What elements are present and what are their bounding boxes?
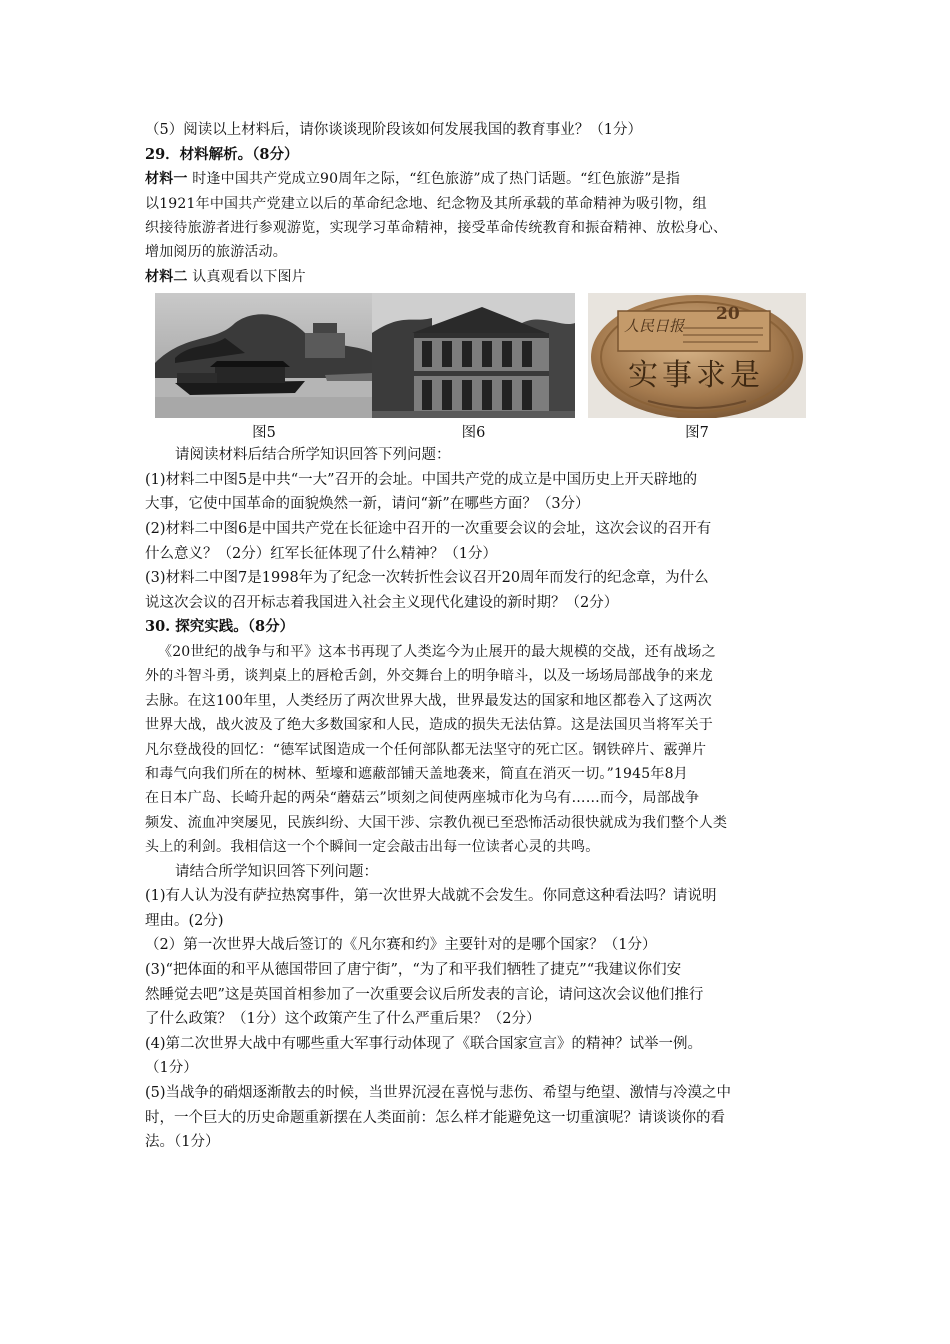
q28-sub5: （5）阅读以上材料后，请你谈谈现阶段该如何发展我国的教育事业？（1分） — [145, 122, 642, 138]
q30-question-line-11: 法。（1分） — [145, 1134, 220, 1151]
q29-material1-line-2: 以1921年中国共产党建立以后的革命纪念地、纪念物及其所承载的革命精神为吸引物，组 — [145, 195, 707, 212]
figure-5-caption: 图5 — [252, 425, 276, 442]
q29-material2-line: 材料二 认真观看以下图片 — [145, 268, 306, 285]
q30-question-line-10: 时，一个巨大的历史命题重新摆在人类面前：怎么样才能避免这一切重演呢？请谈谈你的看 — [145, 1109, 725, 1126]
q30-passage-line-3: 去脉。在这100年里，人类经历了两次世界大战，世界最发达的国家和地区都卷入了这两次 — [145, 692, 712, 709]
q30-question-line-7: (4)第二次世界大战中有哪些重大军事行动体现了《联合国家宣言》的精神？试举一例。 — [145, 1035, 703, 1052]
q29-material1-line-3: 织接待旅游者进行参观游览，实现学习革命精神，接受革命传统教育和振奋精神、放松身心、 — [145, 220, 728, 236]
q29-question-line-5: (3)材料二中图7是1998年为了纪念一次转折性会议召开20周年而发行的纪念章，为什么 — [145, 570, 709, 587]
q30-heading: 30. 探究实践。（8分） — [145, 618, 295, 636]
q29-heading: 29．材料解析。（8分） — [145, 145, 299, 163]
figure-6 — [372, 293, 575, 442]
q29-question-line-1: (1)材料二中图5是中共“一大”召开的会址。中国共产党的成立是中国历史上开天辟地的 — [145, 471, 698, 488]
figure-6-caption: 图6 — [461, 425, 486, 442]
medal-paper-text: 人民日报 — [624, 317, 685, 336]
q29-material1-line-1: 材料一 时逢中国共产党成立90周年之际，“红色旅游”成了热门话题。“红色旅游”是指 — [145, 171, 681, 188]
figure-5 — [155, 293, 373, 442]
q30-question-line-2: 理由。(2分) — [145, 912, 224, 929]
q30-passage-line-4: 世界大战，战火波及了绝大多数国家和人民，造成的损失无法估算。这是法国贝当将军关于 — [145, 717, 713, 734]
red-boat-photo — [155, 293, 373, 418]
q30-question-line-4: (3)“把体面的和平从德国带回了唐宁街”，“为了和平我们牺牲了捷克”“我建议你们安 — [145, 962, 682, 978]
q29-question-line-4: 什么意义？（2分）红军长征体现了什么精神？（1分） — [145, 545, 497, 562]
q30-prompt: 请结合所学知识回答下列问题： — [175, 863, 378, 880]
q29-question-line-2: 大事，它使中国革命的面貌焕然一新，请问“新”在哪些方面？（3分） — [145, 496, 590, 513]
q30-passage-line-7: 在日本广岛、长崎升起的两朵“蘑菇云”顷刻之间使两座城市化为乌有……而今，局部战争 — [145, 790, 700, 807]
q30-passage-line-5: 凡尔登战役的回忆：“德军试图造成一个任何部队都无法坚守的死亡区。钢铁碎片、霰弹片 — [145, 741, 707, 758]
q30-question-line-6: 了什么政策？（1分）这个政策产生了什么严重后果？（2分） — [145, 1011, 541, 1028]
figure-7-caption: 图7 — [685, 425, 709, 442]
medal-inscription: 实事求是 — [628, 358, 764, 394]
q30-passage-line-2: 外的斗智斗勇，谈判桌上的唇枪舌剑，外交舞台上的明争暗斗，以及一场场局部战争的来龙 — [145, 668, 713, 685]
q30-question-line-8: （1分） — [145, 1060, 198, 1077]
q30-passage-line-8: 频发、流血冲突屡见，民族纠纷、大国干涉、宗教仇视已至恐怖活动很快就成为我们整个人类 — [145, 814, 728, 831]
q30-question-line-5: 然睡觉去吧”这是英国首相参加了一次重要会议后所发表的言论，请问这次会议他们推行 — [145, 986, 704, 1003]
q30-question-line-3: （2）第一次世界大战后签订的《凡尔赛和约》主要针对的是哪个国家？（1分） — [145, 937, 657, 954]
q29-question-line-3: (2)材料二中图6是中国共产党在长征途中召开的一次重要会议的会址，这次会议的召开有 — [145, 521, 712, 537]
q30-passage-line-9: 头上的利剑。我相信这一个个瞬间一定会敲击出每一位读者心灵的共鸣。 — [145, 839, 600, 856]
q30-question-line-9: (5)当战争的硝烟逐渐散去的时候，当世界沉浸在喜悦与悲伤、希望与绝望、激情与冷漠之中 — [145, 1084, 732, 1101]
q29-question-line-6: 说这次会议的召开标志着我国进入社会主义现代化建设的新时期？（2分） — [145, 594, 619, 611]
exam-page — [145, 118, 807, 1155]
q30-passage-line-6: 和毒气向我们所在的树林、堑壕和遮蔽部铺天盖地袭来，简直在消灭一切。”1945年8月 — [145, 766, 688, 782]
material1-label: 材料一 — [145, 171, 188, 188]
q29-material1-line-4: 增加阅历的旅游活动。 — [145, 244, 287, 261]
q30-question-line-1: (1)有人认为没有萨拉热窝事件，第一次世界大战就不会发生。你同意这种看法吗？请说明 — [145, 888, 717, 905]
medal-number: 20 — [716, 304, 740, 325]
figure-7 — [588, 293, 806, 442]
zunyi-building-photo — [372, 293, 575, 418]
q29-prompt: 请阅读材料后结合所学知识回答下列问题： — [175, 447, 451, 464]
q30-passage-line-1: 《20世纪的战争与和平》这本书再现了人类迄今为止展开的最大规模的交战，还有战场之 — [158, 643, 716, 660]
material2-label: 材料二 — [145, 268, 188, 285]
commemorative-medal-photo — [588, 293, 806, 418]
figure-row — [145, 293, 807, 443]
